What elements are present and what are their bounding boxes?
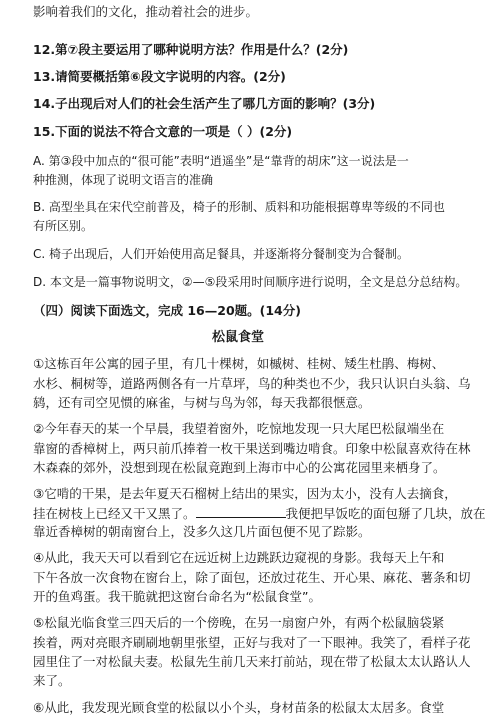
paragraph-4-line-3: 开的鱼鸡蛋。我干脆就把这窗台命名为“松鼠食堂”。 <box>33 589 321 604</box>
paragraph-5-line-4: 来了。 <box>33 673 71 688</box>
paragraph-2-line-3: 木森森的郊外，没想到现在松鼠竟跑到上海市中心的公寓花园里来栖身了。 <box>33 460 446 475</box>
option-a-line-1: A. 第③段中加点的“很可能”表明“逍遥坐”是“靠背的胡床”这一说法是一 <box>33 154 409 168</box>
question-14: 14.子出现后对人们的社会生活产生了哪几方面的影响？(3分) <box>33 96 376 111</box>
question-15: 15.下面的说法不符合文意的一项是（ ）(2分) <box>33 124 293 139</box>
paragraph-1-line-1: ①这栋百年公寓的园子里，有几十棵树，如槭树、桂树、矮生杜鹃、梅树、 <box>33 356 445 371</box>
option-b-line-1: B. 高型坐具在宋代空前普及，椅子的形制、质料和功能根据尊卑等级的不同也 <box>33 200 445 214</box>
question-13: 13.请简要概括第⑥段文字说明的内容。(2分) <box>33 69 286 84</box>
section-header: （四）阅读下面选文，完成 16—20题。(14分) <box>33 303 301 318</box>
article-title: 松鼠食堂 <box>211 330 264 345</box>
paragraph-6-line-1: ⑥从此，我发现光顾食堂的松鼠以小个头，身材苗条的松鼠太太居多。食堂 <box>33 700 445 715</box>
paragraph-4-line-2: 下午各放一次食物在窗台上，除了面包，还放过花生、开心果、麻花、薯条和切 <box>33 570 471 585</box>
option-c: C. 椅子出现后，人们开始使用高足餐具，并逐渐将分餐制变为合餐制。 <box>33 247 410 261</box>
paragraph-5-line-1: ⑤松鼠光临食堂三四天后的一个傍晚，在另一扇窗户外，有两个松鼠脑袋紧 <box>33 615 445 630</box>
paragraph-1-line-3: 鸫，还有司空见惯的麻雀，与树与鸟为邻，每天我都很惬意。 <box>33 395 371 410</box>
paragraph-2-line-2: 靠窗的香樟树上，两只前爪捧着一枚干果送到嘴边啃食。印象中松鼠喜欢待在林 <box>33 441 471 456</box>
paragraph-4-line-1: ④从此，我天天可以看到它在远近树上边跳跃边窥视的身影。我每天上午和 <box>33 550 445 565</box>
paragraph-3-line-1: ③它啃的干果，是去年夏天石榴树上结出的果实，因为太小，没有人去摘食， <box>33 486 457 501</box>
option-d: D. 本文是一篇事物说明文，②—⑤段采用时间顺序进行说明，全文是总分总结构。 <box>33 275 468 289</box>
option-a-line-2: 种推测，体现了说明文语言的准确 <box>33 173 214 187</box>
paragraph-3-line-2-end: 我便把早饭吃的面包掰了几块，放在 <box>285 506 486 521</box>
paragraph-5-line-2: 挨着，两对亮眼齐刷刷地朝里张望，正好与我对了一下眼神。我笑了，看样子花 <box>33 635 471 650</box>
paragraph-5-line-3: 园里住了一对松鼠夫妻。松鼠先生前几天来打前站，现在带了松鼠太太认路认人 <box>33 654 471 669</box>
paragraph-3-line-2-start: 挂在树枝上已经又干又黑了。 <box>33 506 196 521</box>
paragraph-3-line-3: 靠近香樟树的朝南窗台上，没多久这几片面包便不见了踪影。 <box>33 524 371 539</box>
question-12: 12.第⑦段主要运用了哪种说明方法？作用是什么？(2分) <box>33 42 349 57</box>
option-b-line-2: 有所区别。 <box>33 219 94 233</box>
intro-tail-text: 影响着我们的文化，推动着社会的进步。 <box>33 4 259 19</box>
fill-in-blank <box>196 505 286 518</box>
paragraph-1-line-2: 水杉、桐树等，道路两侧各有一片草坪，鸟的种类也不少，我只认识白头翁、乌 <box>33 376 471 391</box>
paragraph-3-line-2 <box>33 505 486 522</box>
paragraph-2-line-1: ②今年春天的某一个早晨，我望着窗外，吃惊地发现一只大尾巴松鼠端坐在 <box>33 421 445 436</box>
